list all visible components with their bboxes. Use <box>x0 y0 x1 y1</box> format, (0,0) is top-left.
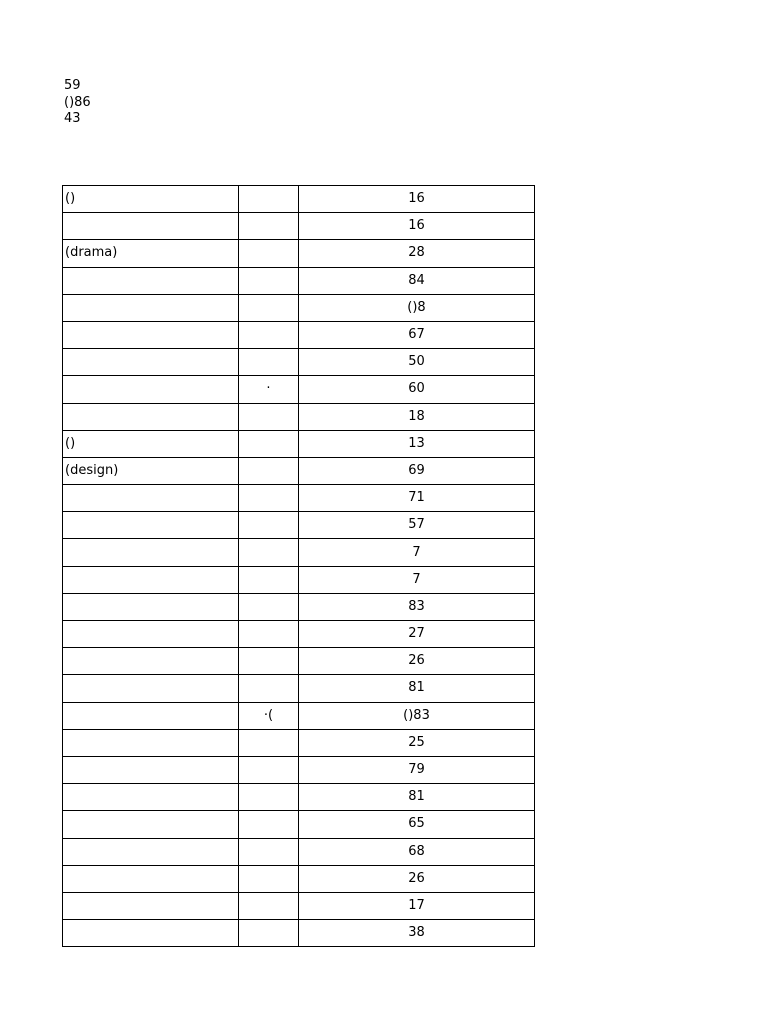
table-cell-col1 <box>63 621 239 648</box>
table-cell-col2 <box>239 838 299 865</box>
table-cell-col1: (drama) <box>63 240 239 267</box>
table-cell-col3: 16 <box>299 186 535 213</box>
table-cell-col1 <box>63 675 239 702</box>
table-row <box>63 593 535 620</box>
table-cell-col3: 81 <box>299 784 535 811</box>
table-cell-col3: 26 <box>299 865 535 892</box>
table-cell-col2 <box>239 539 299 566</box>
table-cell-col2 <box>239 430 299 457</box>
table-cell-col3: 81 <box>299 675 535 702</box>
table-cell-col1 <box>63 267 239 294</box>
table-row <box>63 186 535 213</box>
table-row <box>63 240 535 267</box>
table-cell-col3: 16 <box>299 213 535 240</box>
table-cell-col3: 60 <box>299 376 535 403</box>
table-row <box>63 294 535 321</box>
table-cell-col1: () <box>63 430 239 457</box>
table-cell-col2 <box>239 593 299 620</box>
table-cell-col3: 25 <box>299 729 535 756</box>
table-row <box>63 485 535 512</box>
table-cell-col2: ·( <box>239 702 299 729</box>
table-cell-col1 <box>63 403 239 430</box>
table-row <box>63 865 535 892</box>
table-cell-col3: ()8 <box>299 294 535 321</box>
table-cell-col2 <box>239 512 299 539</box>
table-cell-col3: 26 <box>299 648 535 675</box>
table-row <box>63 430 535 457</box>
table-cell-col1 <box>63 784 239 811</box>
table-cell-col2 <box>239 294 299 321</box>
table-cell-col2 <box>239 186 299 213</box>
data-table <box>62 185 535 947</box>
table-row <box>63 267 535 294</box>
table-cell-col2 <box>239 566 299 593</box>
table-row <box>63 675 535 702</box>
table-cell-col1 <box>63 512 239 539</box>
table-cell-col1 <box>63 892 239 919</box>
table-cell-col3: 18 <box>299 403 535 430</box>
table-cell-col2 <box>239 648 299 675</box>
table-row <box>63 784 535 811</box>
table-cell-col2 <box>239 403 299 430</box>
table-cell-col1: (design) <box>63 457 239 484</box>
table-cell-col1 <box>63 865 239 892</box>
table-cell-col2 <box>239 240 299 267</box>
table-cell-col3: 28 <box>299 240 535 267</box>
table-cell-col1: () <box>63 186 239 213</box>
table-cell-col2 <box>239 892 299 919</box>
table-row <box>63 512 535 539</box>
table-cell-col3: 84 <box>299 267 535 294</box>
table-cell-col1 <box>63 376 239 403</box>
table-cell-col1 <box>63 920 239 947</box>
table-cell-col1 <box>63 593 239 620</box>
table-cell-col1 <box>63 485 239 512</box>
table-cell-col2 <box>239 811 299 838</box>
table-cell-col2 <box>239 621 299 648</box>
table-cell-col3: ()83 <box>299 702 535 729</box>
table-row <box>63 213 535 240</box>
table-cell-col3: 38 <box>299 920 535 947</box>
table-cell-col2 <box>239 485 299 512</box>
table-cell-col3: 13 <box>299 430 535 457</box>
table-cell-col1 <box>63 294 239 321</box>
table-cell-col3: 7 <box>299 566 535 593</box>
table-cell-col1 <box>63 539 239 566</box>
table-row <box>63 457 535 484</box>
table-cell-col1 <box>63 729 239 756</box>
table-row <box>63 811 535 838</box>
table-cell-col3: 83 <box>299 593 535 620</box>
table-cell-col1 <box>63 349 239 376</box>
table-cell-col2 <box>239 321 299 348</box>
table-row <box>63 539 535 566</box>
table-cell-col2 <box>239 267 299 294</box>
table-cell-col2 <box>239 784 299 811</box>
table-cell-col2 <box>239 756 299 783</box>
table-cell-col3: 17 <box>299 892 535 919</box>
table-row <box>63 321 535 348</box>
table-cell-col1 <box>63 756 239 783</box>
table-cell-col3: 57 <box>299 512 535 539</box>
table-row <box>63 648 535 675</box>
table-cell-col2 <box>239 675 299 702</box>
table-cell-col1 <box>63 321 239 348</box>
table-cell-col3: 7 <box>299 539 535 566</box>
table-row <box>63 349 535 376</box>
table-cell-col1 <box>63 702 239 729</box>
table-cell-col1 <box>63 648 239 675</box>
pre-line: 43 <box>64 111 81 127</box>
pre-table-lines <box>64 78 91 128</box>
table-cell-col2 <box>239 865 299 892</box>
table-row <box>63 566 535 593</box>
table-row <box>63 892 535 919</box>
table-body <box>63 186 535 947</box>
table-row <box>63 838 535 865</box>
table-cell-col3: 67 <box>299 321 535 348</box>
table-cell-col2 <box>239 349 299 376</box>
table-row <box>63 376 535 403</box>
table-row <box>63 621 535 648</box>
table-cell-col1 <box>63 566 239 593</box>
table-cell-col3: 65 <box>299 811 535 838</box>
table-row <box>63 920 535 947</box>
pre-line: 59 <box>64 78 81 93</box>
table-cell-col1 <box>63 838 239 865</box>
table-row <box>63 729 535 756</box>
table-cell-col2 <box>239 920 299 947</box>
table-row <box>63 403 535 430</box>
table-cell-col1 <box>63 213 239 240</box>
table-cell-col3: 68 <box>299 838 535 865</box>
table-cell-col3: 71 <box>299 485 535 512</box>
pre-line: ()86 <box>64 94 91 110</box>
table-cell-col2: · <box>239 376 299 403</box>
table-cell-col3: 69 <box>299 457 535 484</box>
table-cell-col2 <box>239 729 299 756</box>
table-cell-col3: 79 <box>299 756 535 783</box>
table-cell-col3: 27 <box>299 621 535 648</box>
table-cell-col2 <box>239 213 299 240</box>
table-cell-col3: 50 <box>299 349 535 376</box>
table-cell-col2 <box>239 457 299 484</box>
table-cell-col1 <box>63 811 239 838</box>
table-row <box>63 756 535 783</box>
table-row <box>63 702 535 729</box>
